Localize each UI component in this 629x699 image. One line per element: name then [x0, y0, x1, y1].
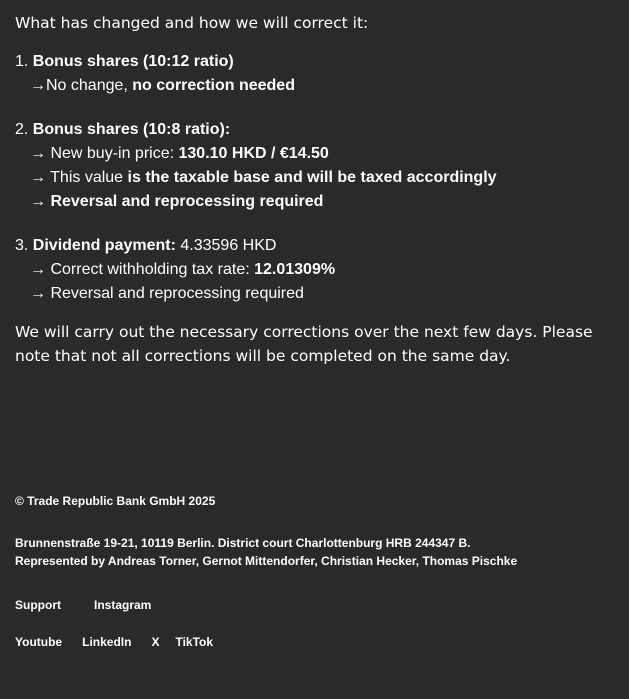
item-3-line-1-text: Correct withholding tax rate:: [50, 261, 255, 278]
item-1-heading: [15, 50, 615, 74]
item-3-number: 3.: [15, 237, 29, 254]
linkedin-link[interactable]: LinkedIn: [82, 635, 132, 649]
arrow-icon: →: [30, 285, 46, 302]
item-2-line-3-bold: Reversal and reprocessing required: [50, 193, 324, 210]
item-1-line-1-bold: no correction needed: [132, 77, 295, 94]
email-body: [15, 12, 615, 368]
arrow-icon: →: [30, 261, 46, 278]
footer-links-row-2: [15, 633, 615, 651]
item-1-line-1-text: No change,: [46, 77, 133, 94]
item-2-title: Bonus shares (10:8 ratio):: [32, 121, 231, 138]
item-3-line-1-bold: 12.01309%: [254, 261, 336, 278]
item-2-line-1-bold: 130.10 HKD / €14.50: [178, 145, 329, 162]
item-2-line-1: [15, 142, 615, 166]
correction-item-3: [15, 234, 615, 306]
item-3-line-2: [15, 282, 615, 306]
item-3-title-value: 4.33596 HKD: [175, 237, 277, 254]
youtube-link[interactable]: Youtube: [15, 635, 63, 649]
item-1-title: Bonus shares (10:12 ratio): [32, 53, 234, 70]
arrow-icon: →: [30, 145, 46, 162]
item-1-number: 1.: [15, 53, 29, 70]
correction-item-2: [15, 118, 615, 214]
copyright-text: © Trade Republic Bank GmbH 2025: [15, 494, 216, 508]
company-address: [15, 534, 615, 570]
item-3-line-1: [15, 258, 615, 282]
item-2-heading: [15, 118, 615, 142]
tiktok-link[interactable]: TikTok: [175, 635, 214, 649]
item-2-line-2: [15, 166, 615, 190]
arrow-icon: →: [30, 77, 46, 94]
footer: [15, 492, 615, 651]
footer-links-row-1: [15, 596, 615, 614]
item-2-line-2-text: This value: [50, 169, 128, 186]
address-line-1: Brunnenstraße 19-21, 10119 Berlin. District court Charlottenburg HRB 244347 B.: [15, 536, 471, 550]
item-2-line-3: [15, 190, 615, 214]
address-line-2: Represented by Andreas Torner, Gernot Mittendorfer, Christian Hecker, Thomas Pischke: [15, 554, 518, 568]
correction-item-1: [15, 50, 615, 98]
item-2-number: 2.: [15, 121, 29, 138]
intro-text: What has changed and how we will correct it:: [15, 14, 369, 32]
item-2-line-2-bold: is the taxable base and will be taxed accordingly: [127, 169, 497, 186]
x-link[interactable]: X: [151, 635, 160, 649]
item-3-line-2-text: Reversal and reprocessing required: [50, 285, 304, 302]
support-link[interactable]: Support: [15, 598, 61, 612]
item-2-line-1-text: New buy-in price:: [50, 145, 179, 162]
instagram-link[interactable]: Instagram: [94, 598, 152, 612]
arrow-icon: →: [30, 193, 46, 210]
item-1-line-1: [15, 74, 615, 98]
arrow-icon: →: [30, 169, 46, 186]
closing-paragraph: We will carry out the necessary corrections over the next few days. Please note that not all corrections will be completed on the same day.: [15, 323, 593, 365]
item-3-title: Dividend payment:: [32, 237, 176, 254]
item-3-heading: [15, 234, 615, 258]
